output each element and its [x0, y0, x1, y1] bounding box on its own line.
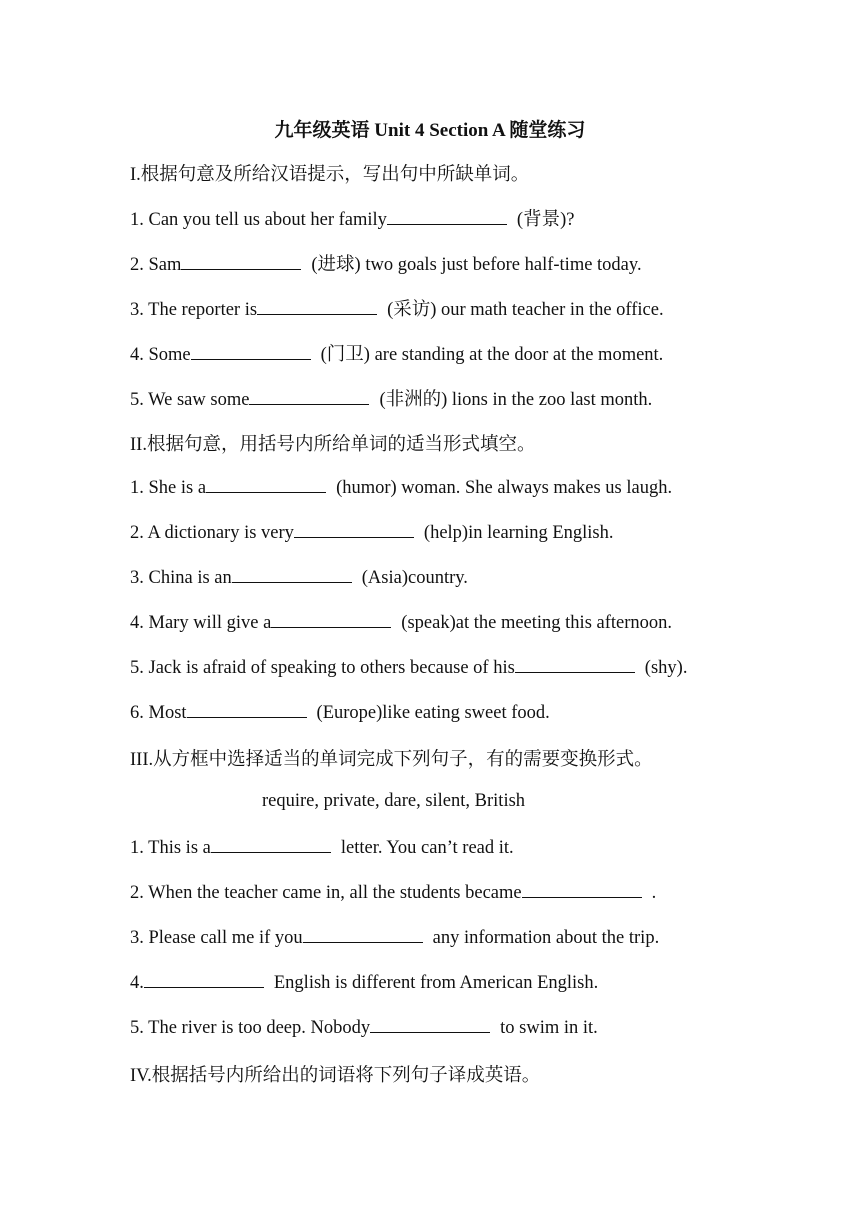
item-text-before: 1. Can you tell us about her family: [130, 210, 387, 230]
exercise-item: [130, 836, 514, 859]
exercise-item: [130, 1016, 598, 1039]
item-text-after: (非洲的) lions in the zoo last month.: [379, 390, 653, 410]
item-text-after: letter. You can’t read it.: [340, 838, 514, 858]
section-2-heading: II.根据句意，用括号内所给单词的适当形式填空。: [130, 435, 536, 455]
exercise-item: [130, 295, 664, 321]
item-text-before: 5. The river is too deep. Nobody: [130, 1018, 371, 1038]
answer-blank[interactable]: [249, 388, 369, 405]
item-text-after: (Asia)country.: [361, 568, 468, 588]
item-text-before: 5. We saw some: [130, 390, 250, 410]
page-title: 九年级英语 Unit 4 Section A 随堂练习: [274, 120, 586, 141]
answer-blank[interactable]: [370, 1016, 490, 1033]
exercise-item: [130, 971, 598, 994]
exercise-item: [130, 205, 574, 231]
item-text-after: to swim in it.: [500, 1018, 598, 1038]
item-text-after: (Europe)like eating sweet food.: [316, 703, 550, 723]
section-1-heading: I.根据句意及所给汉语提示，写出句中所缺单词。: [130, 165, 530, 185]
answer-blank[interactable]: [211, 836, 331, 853]
answer-blank[interactable]: [303, 926, 423, 943]
exercise-item: [130, 881, 656, 904]
item-text-after: (help)in learning English.: [423, 523, 614, 543]
item-text-before: 2. Sam: [130, 255, 182, 275]
answer-blank[interactable]: [191, 343, 311, 360]
item-text-before: 3. Please call me if you: [130, 928, 303, 948]
item-text-before: 3. The reporter is: [130, 300, 258, 320]
exercise-item: [130, 476, 672, 499]
item-text-before: 1. She is a: [130, 478, 207, 498]
exercise-item: [130, 250, 642, 276]
answer-blank[interactable]: [181, 253, 301, 270]
answer-blank[interactable]: [294, 521, 414, 538]
item-text-before: 4. Some: [130, 345, 191, 365]
item-text-after: (shy).: [644, 658, 688, 678]
answer-blank[interactable]: [257, 298, 377, 315]
answer-blank[interactable]: [515, 656, 635, 673]
item-text-after: English is different from American English.: [273, 973, 599, 993]
item-text-after: .: [651, 883, 657, 903]
item-text-after: (speak)at the meeting this afternoon.: [401, 613, 673, 633]
item-text-after: (采访) our math teacher in the office.: [387, 300, 664, 320]
item-text-before: 4. Mary will give a: [130, 613, 272, 633]
item-text-before: 2. When the teacher came in, all the students became: [130, 883, 522, 903]
exercise-item: [130, 611, 672, 634]
section-3-heading: III.从方框中选择适当的单词完成下列句子，有的需要变换形式。: [130, 750, 653, 770]
item-text-after: (humor) woman. She always makes us laugh.: [336, 478, 673, 498]
word-box: require, private, dare, silent, British: [262, 791, 526, 811]
item-text-before: 6. Most: [130, 703, 187, 723]
answer-blank[interactable]: [187, 701, 307, 718]
item-text-before: 2. A dictionary is very: [130, 523, 294, 543]
exercise-item: [130, 701, 550, 724]
exercise-item: [130, 656, 687, 679]
exercise-item: [130, 926, 659, 949]
item-text-after: (进球) two goals just before half-time today.: [311, 255, 642, 275]
item-text-before: 4.: [130, 973, 144, 993]
item-text-before: 1. This is a: [130, 838, 211, 858]
item-text-after: any information about the trip.: [432, 928, 660, 948]
exercise-item: [130, 521, 614, 544]
exercise-item: [130, 566, 468, 589]
item-text-before: 3. China is an: [130, 568, 232, 588]
item-text-before: 5. Jack is afraid of speaking to others because of his: [130, 658, 515, 678]
answer-blank[interactable]: [232, 566, 352, 583]
answer-blank[interactable]: [387, 208, 507, 225]
item-text-after: (门卫) are standing at the door at the moment.: [320, 345, 664, 365]
item-text-after: (背景)?: [516, 210, 575, 230]
answer-blank[interactable]: [271, 611, 391, 628]
answer-blank[interactable]: [206, 476, 326, 493]
exercise-item: [130, 340, 663, 366]
answer-blank[interactable]: [144, 971, 264, 988]
exercise-item: [130, 385, 652, 411]
section-4-heading: IV.根据括号内所给出的词语将下列句子译成英语。: [130, 1066, 541, 1086]
answer-blank[interactable]: [522, 881, 642, 898]
